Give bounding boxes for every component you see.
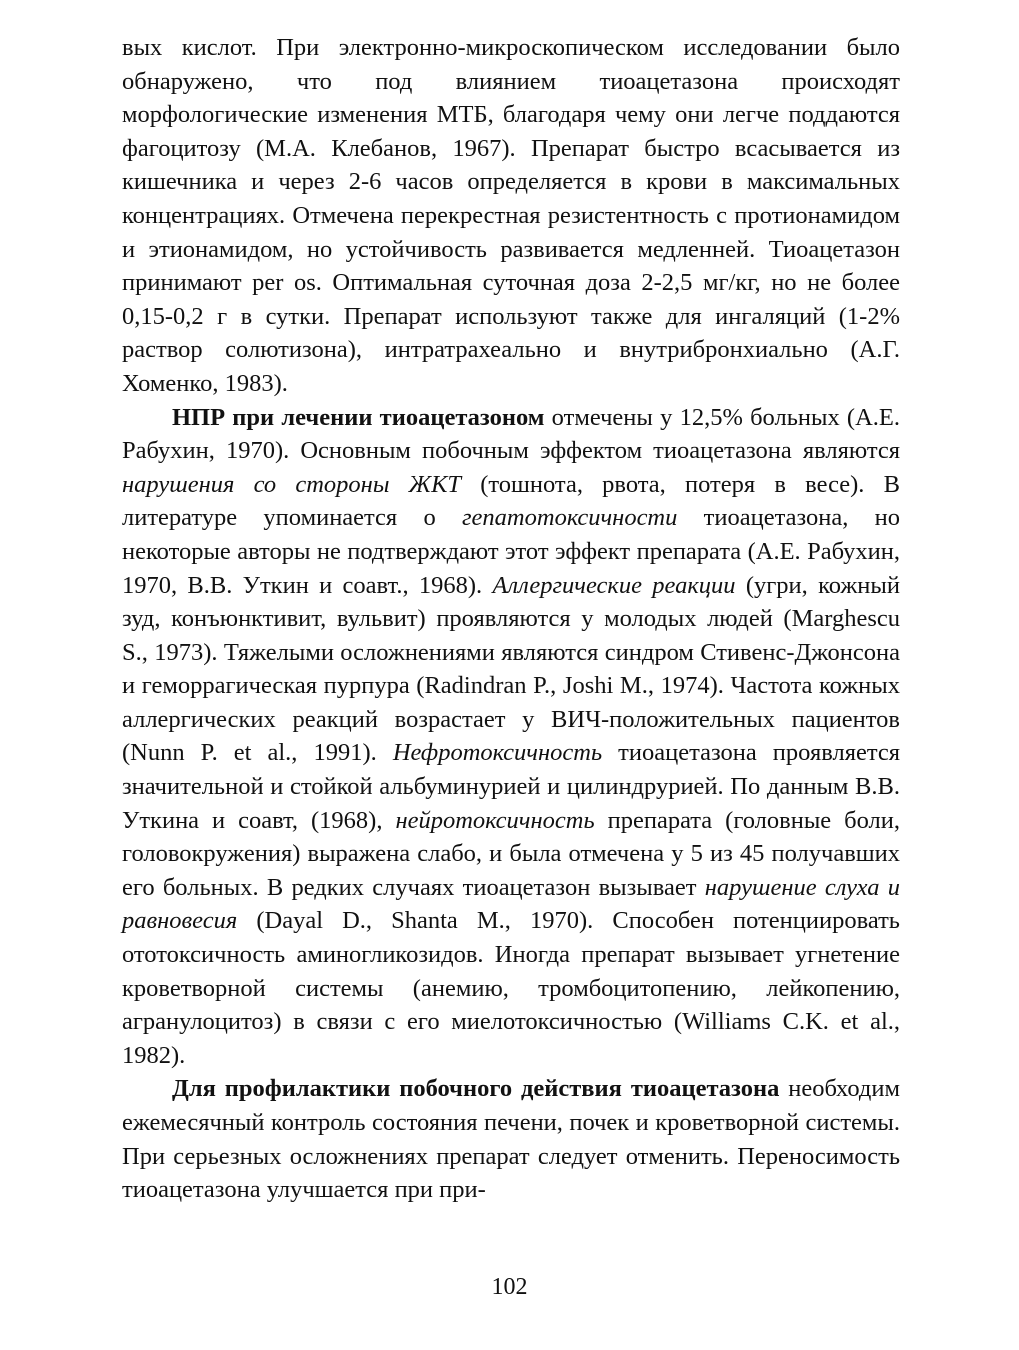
paragraph-1: [122, 31, 900, 401]
paragraph-2-text-4: (угри, кожный зуд, конъюнктивит, вульвит) проявляются у молодых людей (Marghescu S., 1973). Тяжелыми осложнениями являются синдром Стивенс-Джонсона и геморрагическая пурпура (Radindran P., Joshi M., 1974). Частота кожных аллергических реакций возрастает у ВИЧ-положительных пациентов (Nunn P. et al., 1991).: [122, 571, 900, 767]
paragraph-2-text-5: тиоацетазона проявляется значительной и стойкой альбуминурией и цилиндрурией. По данным В.В. Уткина и соавт, (1968),: [122, 739, 900, 834]
paragraph-2-italic-6: нарушение слуха и равновесия: [122, 873, 900, 935]
paragraph-3-text: необходим ежемесячный контроль состояния печени, почек и кроветворной системы. При серьезных осложнениях препарат следует отменить. Переносимость тиоацетазона улучшается при при-: [122, 1075, 900, 1204]
paragraph-2-text-7: (Dayal D., Shanta M., 1970). Способен потенциировать ототоксичность аминогликозидов. Иногда препарат вызывает угнетение кроветворной системы (анемию, тромбоцитопению, лейкопению, агранулоцитоз) в связи с его миелотоксичностью (Williams C.K. et al., 1982).: [122, 907, 900, 1069]
paragraph-2-italic-4: Нефротоксичность: [392, 739, 603, 767]
paragraph-2-italic-5: нейротоксичность: [395, 806, 595, 834]
paragraph-2-text-2: (тошнота, рвота, потеря в весе). В литературе упоминается о: [122, 470, 900, 532]
paragraph-3-bold-lead: Для профилактики побочного действия тиоацетазона: [172, 1075, 780, 1103]
page-number: 102: [491, 1274, 528, 1300]
paragraph-2-text-3: тиоацетазона, но некоторые авторы не подтверждают этот эффект препарата (А.Е. Рабухин, 1970, В.В. Уткин и соавт., 1968).: [122, 504, 900, 599]
paragraph-2-text-6: препарата (головные боли, головокружения) выражена слабо, и была отмечена у 5 из 45 получавших его больных. В редких случаях тиоацетазон вызывает: [122, 806, 900, 901]
paragraph-2-italic-3: Аллергические реакции: [492, 571, 736, 599]
paragraph-2-italic-2: гепатотоксичности: [462, 504, 678, 532]
paragraph-2: [122, 401, 900, 1073]
paragraph-3: [122, 1072, 900, 1206]
paragraph-2-text-1: отмечены у 12,5% больных (А.Е. Рабухин, 1970). Основным побочным эффектом тиоацетазона являются: [122, 403, 900, 465]
paragraph-2-bold-lead: НПР при лечении тиоацетазоном: [172, 403, 545, 431]
paragraph-1-text: вых кислот. При электронно-микроскопическом исследовании было обнаружено, что под влиянием тиоацетазона происходят морфологические изменения МТБ, благодаря чему они легче поддаются фагоцитозу (М.А. Клебанов, 1967). Препарат быстро всасывается из кишечника и через 2-6 часов определяется в крови в максимальных концентрациях. Отмечена перекрестная резистентность с протионамидом и этионамидом, но устойчивость развивается медленней. Тиоацетазон принимают per os. Оптимальная суточная доза 2-2,5 мг/кг, но не более 0,15-0,2 г в сутки. Препарат используют также для ингаляций (1-2% раствор солютизона), интратрахеально и внутрибронхиально (А.Г. Хоменко, 1983).: [122, 34, 900, 397]
page-body: [122, 31, 900, 1207]
paragraph-2-italic-1: нарушения со стороны ЖКТ: [122, 470, 461, 498]
